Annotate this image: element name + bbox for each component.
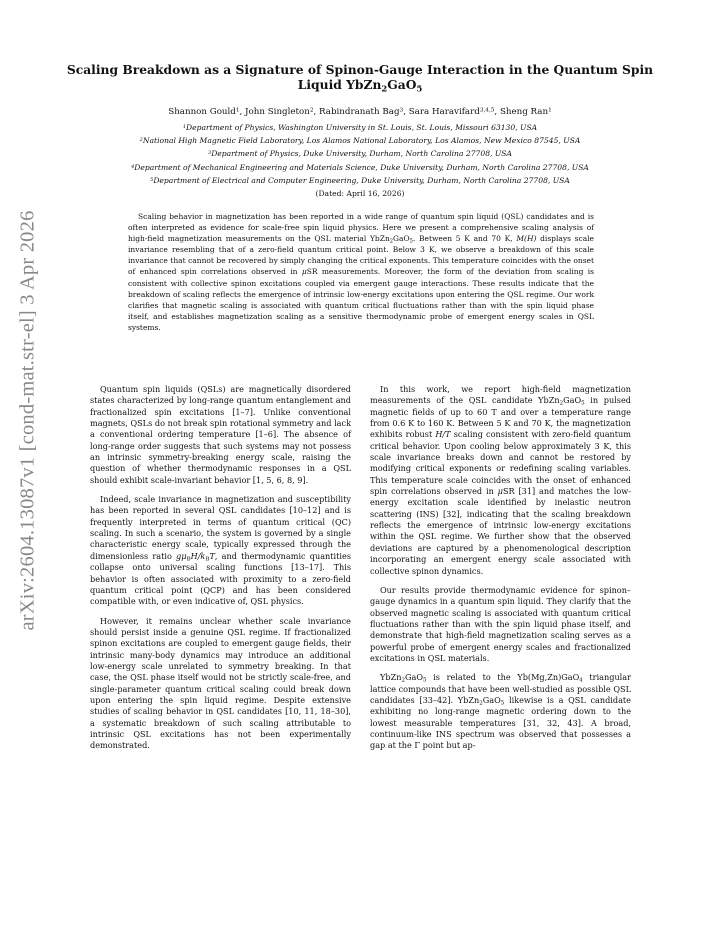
arxiv-identifier-stamp: arXiv:2604.13087v1 [cond-mat.str-el] 3 Apr 2026 [16,209,39,631]
paper-title: Scaling Breakdown as a Signature of Spinon-Gauge Interaction in the Quantum Spin Liquid YbZn$_2$GaO$_5$ [66,62,654,94]
author: Sheng Ran$^1$ [499,107,552,117]
author: Sara Haravifard$^{3,4,5}$ [408,107,495,117]
affiliation: $^4$Department of Mechanical Engineering and Materials Science, Duke University, Durham, North Carolina 27708, USA [131,162,589,172]
author-list: Shannon Gould$^1$, John Singleton$^2$, Rabindranath Bag$^3$, Sara Haravifard$^{3,4,5}$, Sheng Ran$^1$ [168,107,552,117]
author: Shannon Gould$^1$ [168,107,240,117]
abstract: Scaling behavior in magnetization has been reported in a wide range of quantum spin liquid (QSL) candidates and is often interpreted as evidence for scale-free spin liquid physics. Here we present a comprehensive scaling analysis of high-field magnetization measurements on the QSL material YbZn$_2$GaO$_5$. Between 5 K and 70 K, M(H) displays scale invariance resembling that of a zero-field quantum critical point. Below 3 K, we observe a breakdown of this scale invariance that cannot be recovered by simply changing the critical exponents. This temperature coincides with the onset of enhanced spin correlations observed in μSR measurements. Moreover, the form of the deviation from scaling is consistent with collective spinon excitations coupled via emergent gauge interactions. These results indicate that the breakdown of scaling reflects the emergence of intrinsic low-energy excitations upon entering the QSL regime. Our work clarifies that magnetic scaling is associated with quantum critical fluctuations rather than with the spin liquid phase itself, and establishes magnetization scaling as a sensitive thermodynamic probe of emergent energy scales in QSL systems. [128,212,595,332]
author: John Singleton$^2$ [245,107,314,117]
body-paragraph: Our results provide thermodynamic evidence for spinon–gauge dynamics in a quantum spin liquid. They clarify that the observed magnetic scaling is associated with quantum critical fluctuations rather than with the spin liquid phase itself, and demonstrate that high-field magnetization scaling serves as a powerful probe of emergent energy scales and fractionalized excitations in QSL materials. [370,584,631,663]
affiliation: $^3$Department of Physics, Duke University, Durham, North Carolina 27708, USA [208,149,512,159]
affiliation: $^5$Department of Electrical and Computer Engineering, Duke University, Durham, North Carolina 27708, USA [150,175,570,185]
body-column-right [370,384,631,760]
body-paragraph: However, it remains unclear whether scale invariance should persist inside a genuine QSL regime. If fractionalized spinon excitations are coupled to emergent gauge fields, their intrinsic many-body dynamics may introduce an additional low-energy scale unrelated to symmetry breaking. In that case, the QSL phase itself would not be strictly scale-free, and single-parameter quantum critical scaling could break down upon entering the spin liquid regime. Despite extensive studies of scaling behavior in QSL candidates [10, 11, 18–30], a systematic breakdown of such scaling attributable to intrinsic QSL excitations has not been experimentally demonstrated. [90,615,351,751]
body-paragraph: In this work, we report high-field magnetization measurements of the QSL candidate YbZn$_2$GaO$_5$ in pulsed magnetic fields of up to 60 T and over a temperature range from 0.6 K to 160 K. Between 5 K and 70 K, the magnetization exhibits robust H/T scaling consistent with zero-field quantum critical behavior. Upon cooling below approximately 3 K, this scale invariance breaks down and cannot be restored by modifying critical exponents or redefining scaling variables. This temperature scale coincides with the onset of enhanced spin correlations observed in μSR [31] and matches the low-energy excitation scale identified by inelastic neutron scattering (INS) [32], indicating that the scaling breakdown reflects the emergence of intrinsic low-energy excitations within the QSL regime. We further show that the observed deviations are captured by a phenomenological description incorporating an emergent energy scale associated with collective spinon dynamics. [370,384,631,576]
author: Rabindranath Bag$^3$ [319,107,404,117]
body-paragraph: Indeed, scale invariance in magnetization and susceptibility has been reported in several QSL candidates [10–12] and is frequently interpreted in terms of quantum critical (QC) scaling. In such a scenario, the system is governed by a single characteristic energy scale, typically expressed through the dimensionless ratio $g\mu_BH/k_BT$, and thermodynamic quantities collapse onto universal scaling functions [13–17]. This behavior is often associated with proximity to a zero-field quantum critical point (QCP) and has been considered compatible with, or even indicative of, QSL physics. [90,494,351,607]
dated-line: (Dated: April 16, 2026) [315,189,405,199]
affiliation: $^2$National High Magnetic Field Laboratory, Los Alamos National Laboratory, Los Alamos, New Mexico 87545, USA [139,136,581,146]
body-column-left [90,384,351,760]
affiliation: $^1$Department of Physics, Washington University in St. Louis, St. Louis, Missouri 63130, USA [182,123,538,132]
body-paragraph: Quantum spin liquids (QSLs) are magnetically disordered states characterized by long-range quantum entanglement and fractionalized spin excitations [1–7]. Unlike conventional magnets, QSLs do not break spin rotational symmetry and lack a conventional ordering temperature [1–6]. The absence of long-range order suggests that such systems may not possess an intrinsic symmetry-breaking energy scale, raising the question of whether thermodynamic responses in a QSL should exhibit scale-invariant behavior [1, 5, 6, 8, 9]. [90,384,351,485]
affiliation-list [60,121,660,200]
body-paragraph: YbZn$_2$GaO$_5$ is related to the Yb(Mg,Zn)GaO$_4$ triangular lattice compounds that have been well-studied as possible QSL candidates [33–42]. YbZn$_2$GaO$_5$ likewise is a QSL candidate exhibiting no long-range magnetic ordering down to the lowest measurable temperatures [31, 32, 43]. A broad, continuum-like INS spectrum was observed that possesses a gap at the Γ point but ap- [370,672,632,751]
